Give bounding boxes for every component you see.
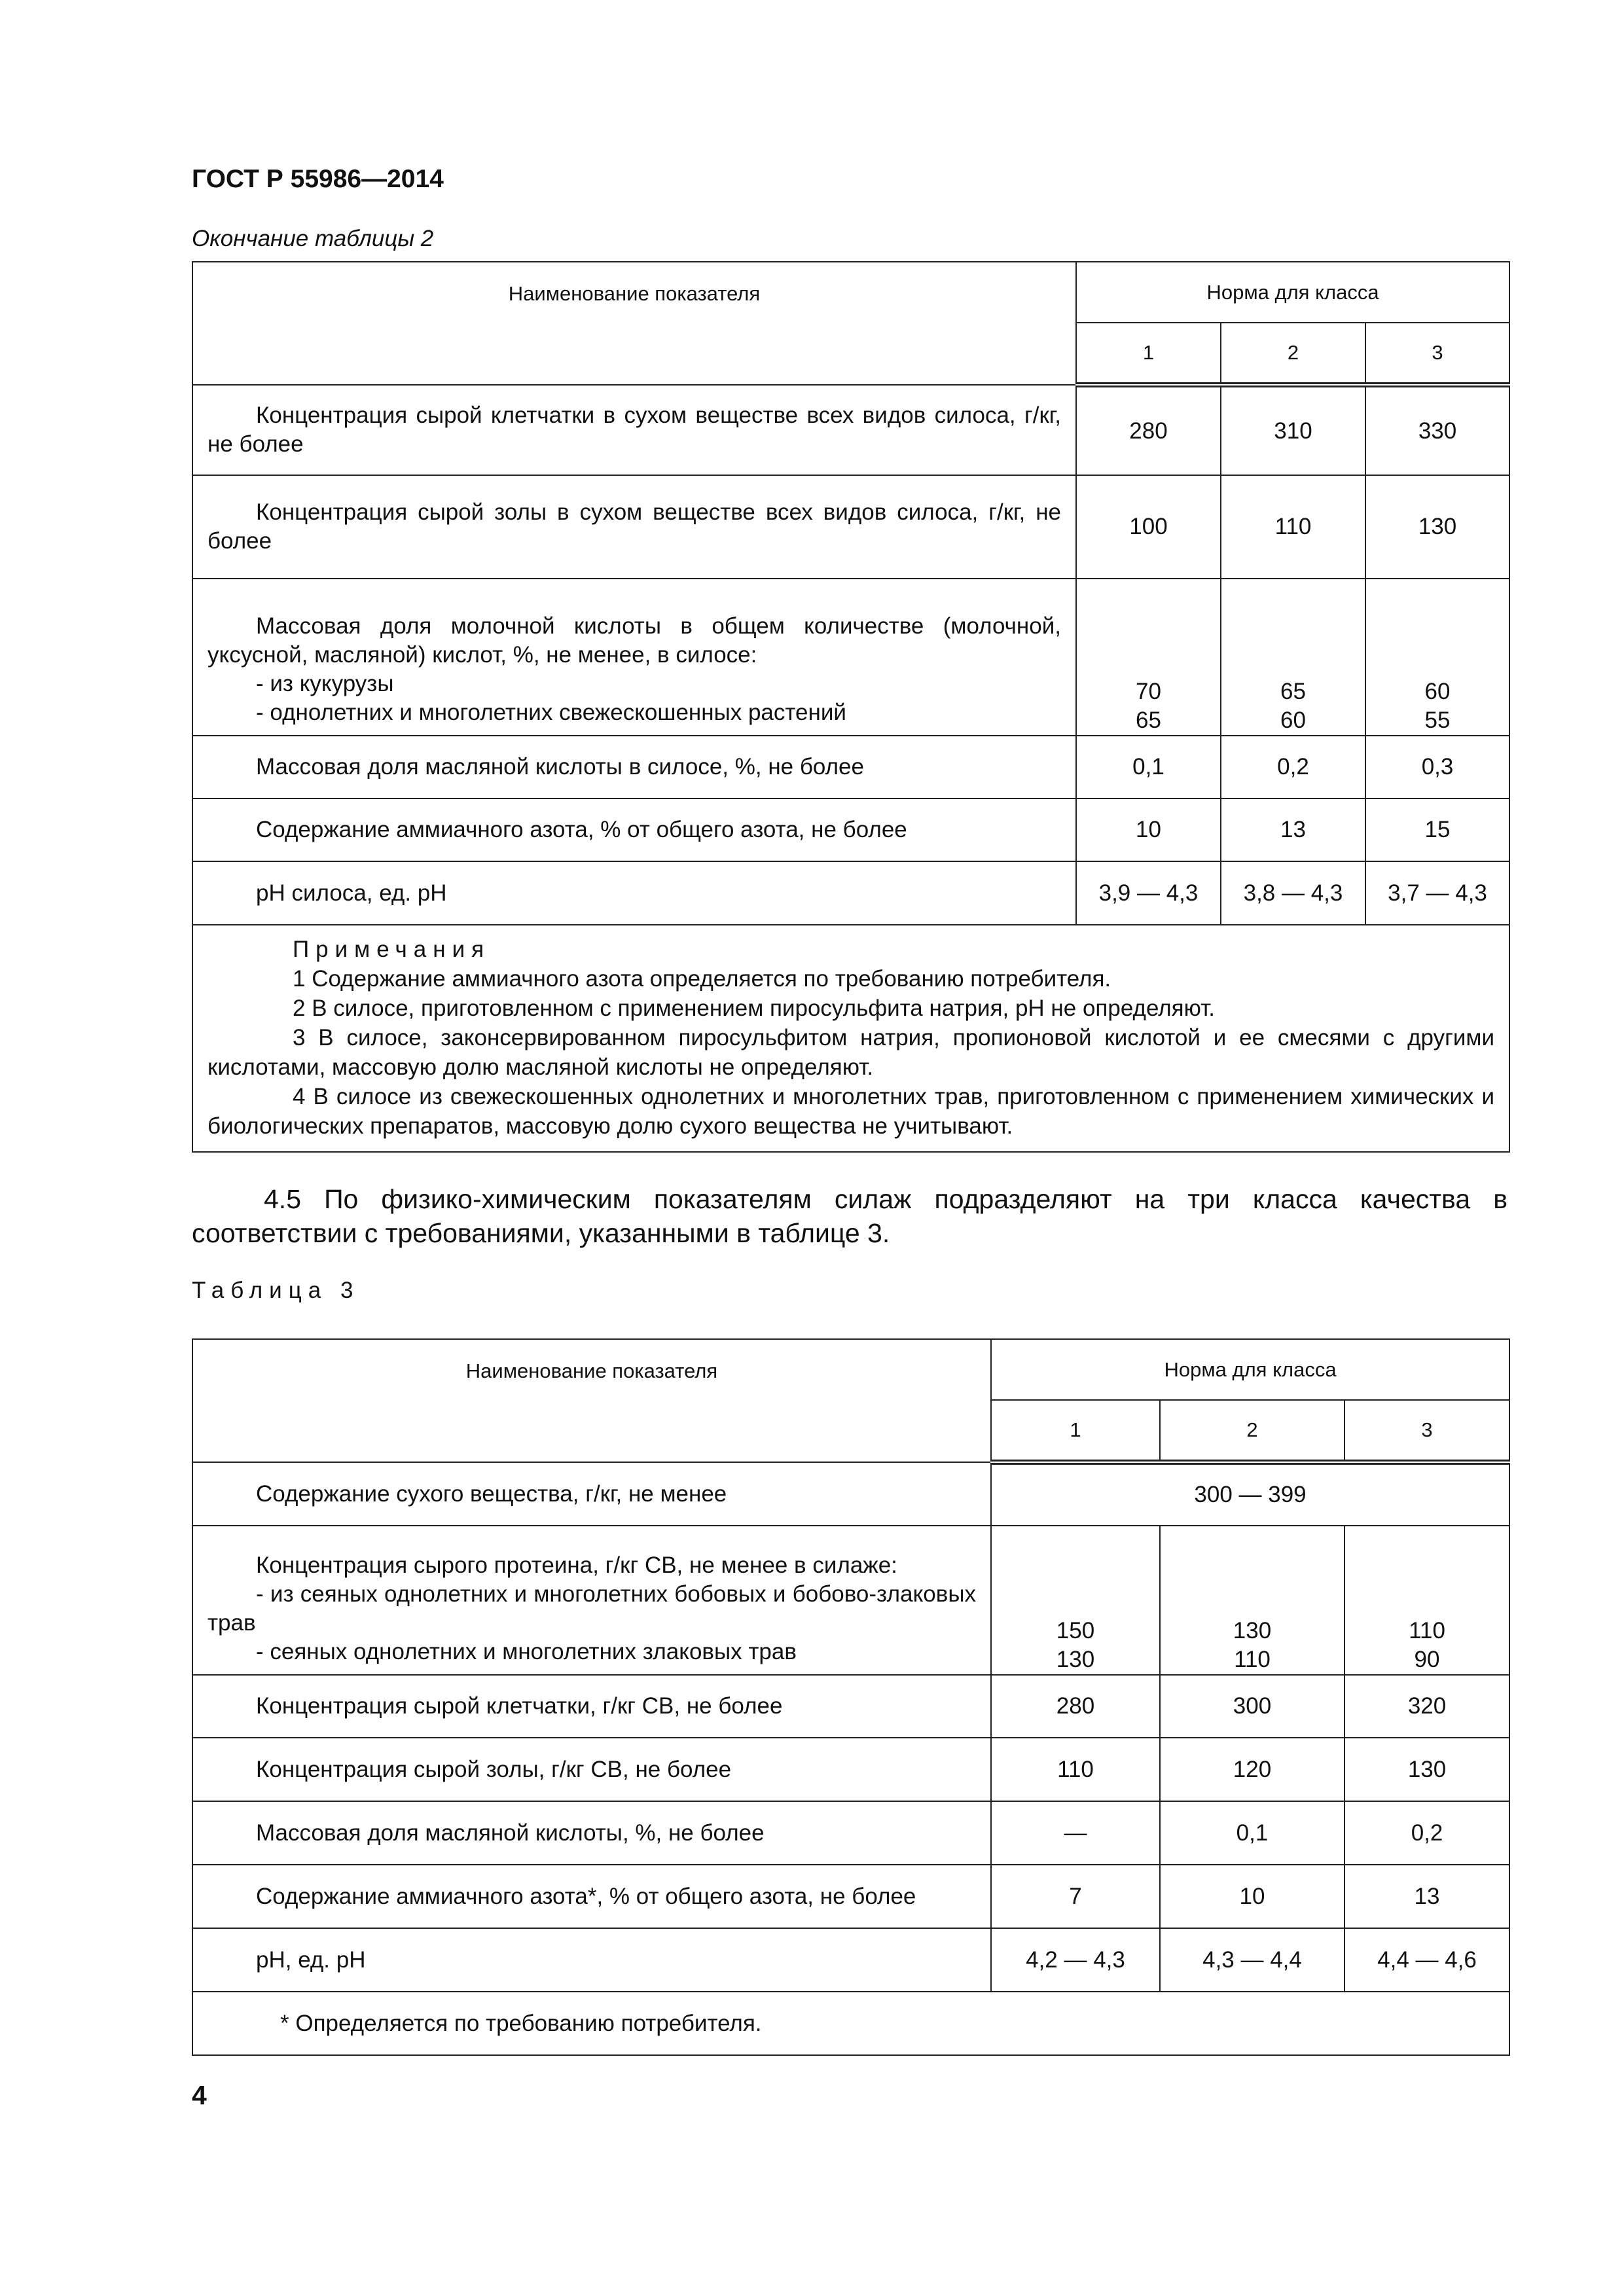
table3-value-class-3 xyxy=(1344,1865,1509,1928)
norm-value: 3,8 — 4,3 xyxy=(1243,880,1343,906)
indicator-name: Концентрация сырой клетчатки, г/кг СВ, не более xyxy=(256,1693,783,1719)
table2-row xyxy=(192,475,1509,579)
table2-body xyxy=(192,385,1509,925)
norm-value: 4,4 — 4,6 xyxy=(1377,1946,1477,1973)
table3-footnote: * Определяется по требованию потребителя. xyxy=(192,1992,1509,2055)
indicator-name: рН, ед. рН xyxy=(256,1946,366,1973)
table3-body xyxy=(192,1526,1509,1992)
table3-header-name: Наименование показателя xyxy=(192,1339,991,1462)
indicator-name: Содержание аммиачного азота*, % от общего азота, не более xyxy=(256,1883,916,1909)
table2-value-class-2 xyxy=(1221,579,1365,736)
table3-class-3: 3 xyxy=(1344,1400,1509,1462)
table3-row-name xyxy=(192,1738,991,1801)
table2-value-class-1 xyxy=(1076,736,1221,798)
table2-row-name xyxy=(192,579,1076,736)
table2-value-class-3 xyxy=(1365,385,1509,475)
table3-row-name xyxy=(192,1865,991,1928)
table2-value-class-1 xyxy=(1076,475,1221,579)
paragraph-4-5: 4.5 По физико-химическим показателям силаж подразделяют на три класса качества в соответствии с требованиями, указанными в таблице 3. xyxy=(192,1184,1507,1248)
norm-value: 4,3 — 4,4 xyxy=(1202,1946,1302,1973)
norm-value: 60 xyxy=(1424,679,1451,704)
table3-value-class-3 xyxy=(1344,1738,1509,1801)
norm-value: 4,2 — 4,3 xyxy=(1026,1946,1125,1973)
table2-value-class-3 xyxy=(1365,798,1509,861)
norm-value: 55 xyxy=(1424,708,1451,733)
norm-value: 110 xyxy=(1274,514,1312,539)
table3-row xyxy=(192,1675,1509,1738)
table2-row xyxy=(192,861,1509,925)
norm-value: 13 xyxy=(1414,1883,1440,1909)
table3-value-class-3 xyxy=(1344,1928,1509,1992)
table2-row xyxy=(192,798,1509,861)
table3-row-name xyxy=(192,1928,991,1992)
table2-notes xyxy=(192,925,1509,1152)
table3-value-class-1 xyxy=(991,1801,1160,1865)
table2-header-name: Наименование показателя xyxy=(192,262,1076,385)
table2-value-class-1 xyxy=(1076,385,1221,475)
indicator-name: Концентрация сырой золы в сухом веществе всех видов силоса, г/кг, не более xyxy=(208,499,1061,554)
table-3 xyxy=(192,1338,1510,2056)
table3-class-2: 2 xyxy=(1160,1400,1344,1462)
norm-value: 10 xyxy=(1136,817,1161,842)
table2-value-class-2 xyxy=(1221,861,1365,925)
table2-row xyxy=(192,385,1509,475)
norm-value: 100 xyxy=(1129,514,1168,539)
table3-row-name xyxy=(192,1526,991,1675)
norm-value: 10 xyxy=(1239,1883,1265,1909)
norm-value: 7 xyxy=(1069,1883,1082,1909)
norm-value: 3,7 — 4,3 xyxy=(1388,880,1487,906)
table3-row-dry-name: Содержание сухого вещества, г/кг, не менее xyxy=(192,1462,991,1526)
indicator-name: Массовая доля масляной кислоты в силосе, %, не более xyxy=(256,754,864,780)
table2-value-class-2 xyxy=(1221,798,1365,861)
norm-value: 130 xyxy=(1056,1647,1095,1672)
table2-row-name xyxy=(192,861,1076,925)
norm-value: 110 xyxy=(1234,1647,1271,1672)
table3-value-class-2 xyxy=(1160,1801,1344,1865)
norm-value: 110 xyxy=(1057,1756,1094,1782)
table2-class-1: 1 xyxy=(1076,323,1221,385)
norm-value: 130 xyxy=(1407,1756,1447,1782)
table3-row xyxy=(192,1928,1509,1992)
norm-value: 15 xyxy=(1424,817,1451,842)
norm-value: 0,3 xyxy=(1421,754,1454,780)
indicator-name: Массовая доля молочной кислоты в общем количестве (молочной, уксусной, масляной) кислот, %, не менее, в силосе: xyxy=(208,613,1061,668)
indicator-subitem: - из кукурузы xyxy=(256,671,394,696)
indicator-name: Концентрация сырой золы, г/кг СВ, не более xyxy=(256,1756,732,1782)
table2-header-norm: Норма для класса xyxy=(1076,262,1509,323)
table2-caption: Окончание таблицы 2 xyxy=(192,226,434,251)
table2-value-class-3 xyxy=(1365,475,1509,579)
page-number: 4 xyxy=(192,2080,207,2110)
indicator-name: Концентрация сырой клетчатки в сухом веществе всех видов силоса, г/кг, не более xyxy=(208,403,1061,457)
norm-value: — xyxy=(1064,1820,1087,1846)
norm-value: 130 xyxy=(1418,514,1457,539)
norm-value: 320 xyxy=(1407,1693,1447,1719)
table2-value-class-1 xyxy=(1076,861,1221,925)
table3-row-name xyxy=(192,1675,991,1738)
norm-value: 300 xyxy=(1233,1693,1272,1719)
norm-value: 0,1 xyxy=(1132,754,1164,780)
norm-value: 130 xyxy=(1233,1618,1272,1643)
norm-value: 90 xyxy=(1414,1647,1440,1672)
indicator-subitem: - сеяных однолетних и многолетних злаковых трав xyxy=(256,1639,797,1664)
table3-row-name xyxy=(192,1801,991,1865)
indicator-name: Массовая доля масляной кислоты, %, не более xyxy=(256,1820,765,1846)
norm-value: 65 xyxy=(1136,708,1161,733)
norm-value: 0,2 xyxy=(1411,1820,1443,1846)
table3-row-dry-value: 300 — 399 xyxy=(991,1462,1509,1526)
table2-class-3: 3 xyxy=(1365,323,1509,385)
table3-class-1: 1 xyxy=(991,1400,1160,1462)
table2-row-name xyxy=(192,736,1076,798)
document-title: ГОСТ Р 55986—2014 xyxy=(192,165,444,193)
norm-value: 110 xyxy=(1409,1618,1445,1643)
table3-value-class-2 xyxy=(1160,1526,1344,1675)
table3-value-class-2 xyxy=(1160,1865,1344,1928)
table2-value-class-2 xyxy=(1221,736,1365,798)
norm-value: 150 xyxy=(1056,1618,1095,1643)
table3-value-class-2 xyxy=(1160,1738,1344,1801)
table2-value-class-2 xyxy=(1221,385,1365,475)
table3-value-class-3 xyxy=(1344,1801,1509,1865)
indicator-name: Концентрация сырого протеина, г/кг СВ, не менее в силаже: xyxy=(256,1552,897,1578)
table3-row xyxy=(192,1801,1509,1865)
table3-value-class-1 xyxy=(991,1865,1160,1928)
norm-value: 310 xyxy=(1274,418,1312,444)
table2-row xyxy=(192,736,1509,798)
norm-value: 70 xyxy=(1136,679,1161,704)
table3-value-class-3 xyxy=(1344,1526,1509,1675)
norm-value: 3,9 — 4,3 xyxy=(1098,880,1199,906)
table2-row-name xyxy=(192,475,1076,579)
norm-value: 65 xyxy=(1280,679,1306,704)
indicator-name: Содержание аммиачного азота, % от общего азота, не более xyxy=(256,817,907,842)
norm-value: 280 xyxy=(1056,1693,1095,1719)
table2-value-class-3 xyxy=(1365,861,1509,925)
table3-value-class-1 xyxy=(991,1738,1160,1801)
table2-row-name xyxy=(192,385,1076,475)
norm-value: 0,2 xyxy=(1277,754,1309,780)
table2-class-2: 2 xyxy=(1221,323,1365,385)
note-2: 2 В силосе, приготовленном с применением пиросульфита натрия, рН не определяют. xyxy=(293,996,1215,1021)
note-1: 1 Содержание аммиачного азота определяется по требованию потребителя. xyxy=(293,966,1111,992)
table2-value-class-1 xyxy=(1076,579,1221,736)
table3-row xyxy=(192,1865,1509,1928)
table3-row xyxy=(192,1738,1509,1801)
norm-value: 280 xyxy=(1129,418,1168,444)
notes-title: Примечания xyxy=(293,937,491,962)
table3-value-class-1 xyxy=(991,1928,1160,1992)
norm-value: 330 xyxy=(1418,418,1457,444)
table2-value-class-3 xyxy=(1365,736,1509,798)
indicator-subitem: - однолетних и многолетних свежескошенных растений xyxy=(256,700,846,725)
norm-value: 60 xyxy=(1280,708,1306,733)
table3-value-class-2 xyxy=(1160,1928,1344,1992)
norm-value: 13 xyxy=(1280,817,1306,842)
table2-value-class-1 xyxy=(1076,798,1221,861)
table3-caption: Таблица 3 xyxy=(192,1278,360,1303)
table3-value-class-1 xyxy=(991,1526,1160,1675)
table3-header-norm: Норма для класса xyxy=(991,1339,1509,1400)
table3-value-class-3 xyxy=(1344,1675,1509,1738)
norm-value: 0,1 xyxy=(1236,1820,1269,1846)
note-4: 4 В силосе из свежескошенных однолетних и многолетних трав, приготовленном с применением химических и биологических препаратов, массовую долю сухого вещества не учитывают. xyxy=(208,1084,1495,1139)
table2-value-class-3 xyxy=(1365,579,1509,736)
table3-value-class-1 xyxy=(991,1675,1160,1738)
table2-row xyxy=(192,579,1509,736)
norm-value: 120 xyxy=(1233,1756,1272,1782)
table3-value-class-2 xyxy=(1160,1675,1344,1738)
note-3: 3 В силосе, законсервированном пиросульфитом натрия, пропионовой кислотой и ее смесями с другими кислотами, массовую долю масляной кислоты не определяют. xyxy=(208,1025,1495,1080)
indicator-subitem: - из сеяных однолетних и многолетних бобовых и бобово-злаковых трав xyxy=(208,1581,976,1636)
table3-row xyxy=(192,1526,1509,1675)
table-2 xyxy=(192,261,1510,1153)
table2-row-name xyxy=(192,798,1076,861)
table2-value-class-2 xyxy=(1221,475,1365,579)
indicator-name: рН силоса, ед. рН xyxy=(256,880,447,906)
